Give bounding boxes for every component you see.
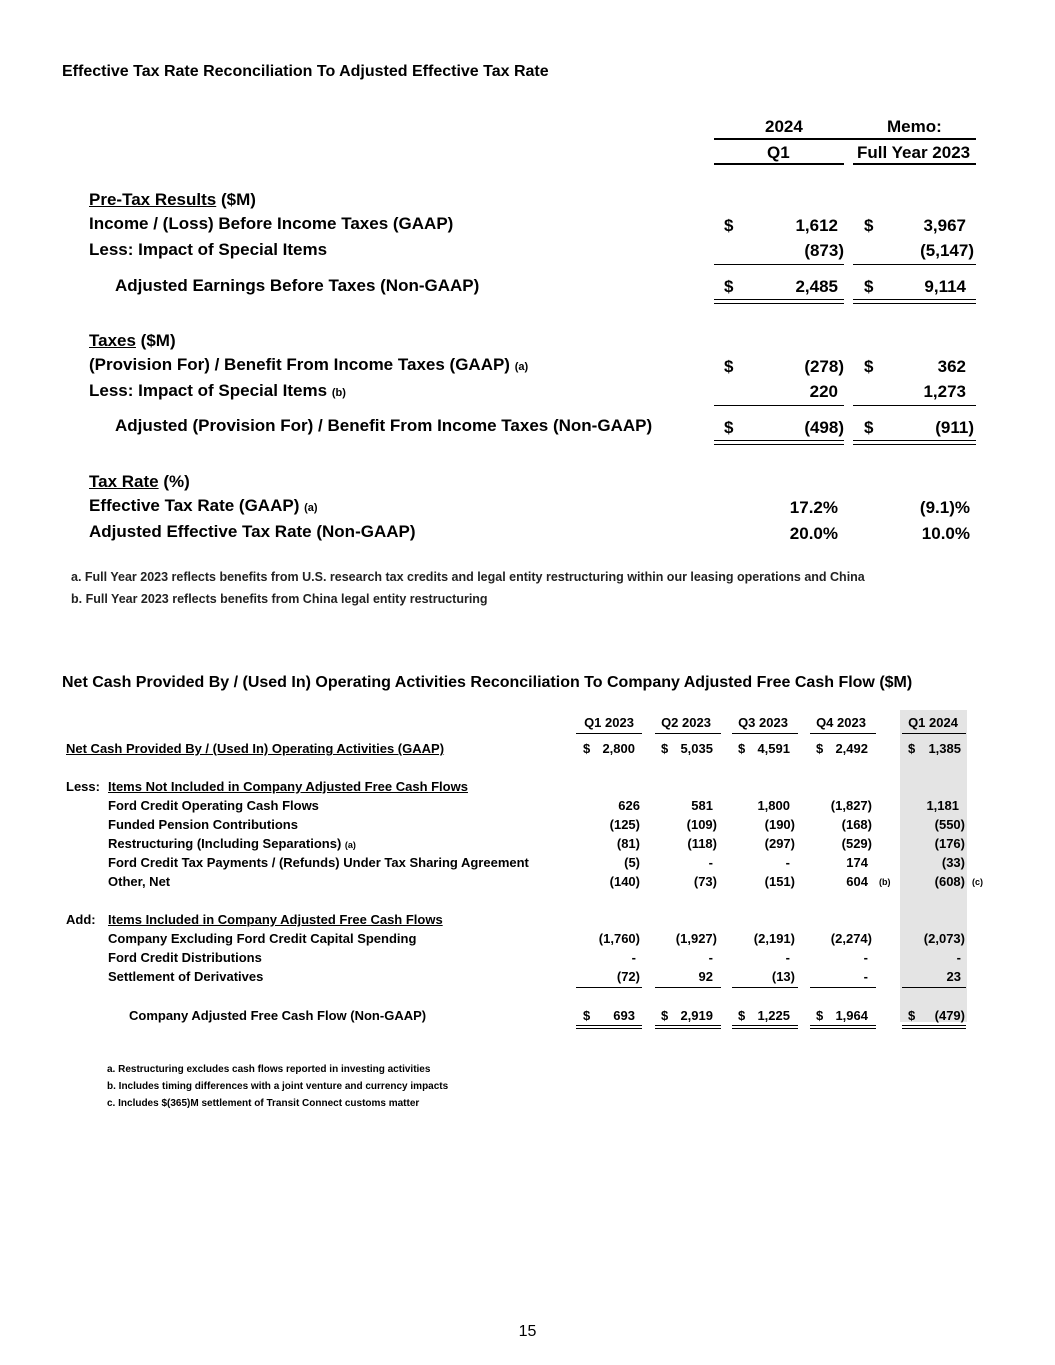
dollar-sign: $ — [724, 357, 734, 376]
pretax-heading: Pre-Tax Results ($M) — [89, 190, 256, 209]
dollar-sign: $ — [583, 1008, 591, 1023]
less-special-tax-label: Less: Impact of Special Items (b) — [89, 381, 346, 400]
total-value: (479) — [934, 1008, 965, 1023]
etr-title: Effective Tax Rate Reconciliation To Adjusted Effective Tax Rate — [62, 63, 549, 80]
add-row-value: - — [785, 950, 790, 965]
fcf-footnote-c: c. Includes $(365)M settlement of Transit Connect customs matter — [107, 1098, 420, 1109]
total-value: 693 — [613, 1008, 635, 1023]
dollar-sign: $ — [724, 418, 734, 437]
etr-header-year: 2024 — [765, 117, 803, 136]
less-row-value: (176) — [934, 836, 965, 851]
less-special-tax-q1: 220 — [809, 382, 838, 401]
less-row-value: - — [785, 855, 790, 870]
rate-heading: Tax Rate (%) — [89, 472, 190, 491]
note-c: (c) — [972, 877, 983, 887]
gaap-label: Net Cash Provided By / (Used In) Operating Activities (GAAP) — [66, 741, 445, 756]
less-heading: Items Not Included in Company Adjusted Free Cash Flows — [108, 779, 468, 794]
col-header: Q2 2023 — [661, 715, 711, 730]
provision-q1: (278) — [804, 357, 844, 376]
gaap-value: 2,800 — [602, 741, 635, 756]
adj-provision-fy: (911) — [935, 418, 974, 437]
dollar-sign: $ — [583, 741, 591, 756]
less-row-value: (168) — [841, 817, 872, 832]
dollar-sign: $ — [908, 1008, 916, 1023]
less-row-value: (125) — [609, 817, 640, 832]
less-row-value: (109) — [686, 817, 717, 832]
adj-etr-q1: 20.0% — [789, 524, 838, 543]
income-q1: 1,612 — [795, 216, 838, 235]
fcf-title: Net Cash Provided By / (Used In) Operating Activities Reconciliation To Company Adjusted Free Cash Flow ($M) — [62, 674, 913, 691]
less-row-label: Ford Credit Tax Payments / (Refunds) Under Tax Sharing Agreement — [108, 855, 529, 870]
less-row-value: - — [708, 855, 713, 870]
less-row-value: (33) — [941, 855, 965, 870]
etr-fy: (9.1)% — [919, 498, 970, 517]
add-row-value: (1,760) — [598, 931, 640, 946]
col-header: Q1 2024 — [908, 715, 958, 730]
less-row-value: 174 — [846, 855, 868, 870]
gaap-value: 5,035 — [680, 741, 713, 756]
dollar-sign: $ — [661, 741, 669, 756]
less-row-value: (190) — [764, 817, 795, 832]
less-row-value: (81) — [616, 836, 640, 851]
etr-header-memo: Memo: — [887, 117, 942, 136]
page-number: 15 — [518, 1323, 537, 1340]
add-row-value: - — [863, 969, 868, 984]
adj-ebt-label: Adjusted Earnings Before Taxes (Non-GAAP) — [115, 276, 480, 295]
dollar-sign: $ — [816, 741, 824, 756]
fcf-footnote-a: a. Restructuring excludes cash flows reported in investing activities — [107, 1064, 431, 1075]
etr-footnote-b: b. Full Year 2023 reflects benefits from China legal entity restructuring — [71, 592, 488, 606]
less-row-value: (151) — [764, 874, 795, 889]
total-label: Company Adjusted Free Cash Flow (Non-GAAP) — [129, 1008, 427, 1023]
less-row-value: (1,827) — [830, 798, 872, 813]
fcf-footnote-b: b. Includes timing differences with a joint venture and currency impacts — [107, 1081, 449, 1092]
add-row-label: Settlement of Derivatives — [108, 969, 264, 984]
total-value: 2,919 — [680, 1008, 713, 1023]
less-special-tax-fy: 1,273 — [923, 382, 966, 401]
dollar-sign: $ — [908, 741, 916, 756]
less-row-value: (297) — [764, 836, 795, 851]
less-row-value: (73) — [693, 874, 717, 889]
less-prefix: Less: — [66, 779, 100, 794]
dollar-sign: $ — [724, 216, 734, 235]
gaap-value: 1,385 — [928, 741, 961, 756]
dollar-sign: $ — [864, 216, 874, 235]
total-value: 1,225 — [757, 1008, 790, 1023]
adj-ebt-q1: 2,485 — [795, 277, 838, 296]
add-row-value: 92 — [698, 969, 713, 984]
etr-footnote-a: a. Full Year 2023 reflects benefits from U.S. research tax credits and legal entity restructuring within our leasing operations and China — [71, 570, 865, 584]
dollar-sign: $ — [661, 1008, 669, 1023]
less-special-label: Less: Impact of Special Items — [89, 240, 328, 259]
etr-header-q1: Q1 — [767, 143, 790, 162]
less-row-value: (5) — [624, 855, 640, 870]
less-row-label: Funded Pension Contributions — [108, 817, 298, 832]
less-row-label: Restructuring (Including Separations) (a) — [108, 836, 356, 851]
adj-ebt-fy: 9,114 — [924, 277, 966, 296]
col-header: Q1 2023 — [584, 715, 634, 730]
taxes-heading: Taxes ($M) — [89, 331, 176, 350]
add-row-value: - — [631, 950, 636, 965]
add-row-value: (13) — [771, 969, 795, 984]
dollar-sign: $ — [738, 1008, 746, 1023]
less-row-value: (550) — [934, 817, 965, 832]
total-value: 1,964 — [835, 1008, 868, 1023]
add-prefix: Add: — [66, 912, 96, 927]
etr-q1: 17.2% — [789, 498, 838, 517]
add-row-value: (1,927) — [675, 931, 717, 946]
add-row-value: - — [863, 950, 868, 965]
add-row-label: Ford Credit Distributions — [108, 950, 262, 965]
add-row-value: (72) — [616, 969, 640, 984]
add-row-label: Company Excluding Ford Credit Capital Spending — [108, 931, 417, 946]
less-row-value: (529) — [841, 836, 872, 851]
dollar-sign: $ — [864, 418, 874, 437]
less-row-label: Other, Net — [108, 874, 171, 889]
dollar-sign: $ — [864, 277, 874, 296]
less-row-label: Ford Credit Operating Cash Flows — [108, 798, 319, 813]
dollar-sign: $ — [816, 1008, 824, 1023]
col-header: Q4 2023 — [816, 715, 866, 730]
income-fy: 3,967 — [923, 216, 966, 235]
less-row-value: 581 — [691, 798, 713, 813]
add-row-value: (2,191) — [753, 931, 795, 946]
add-heading: Items Included in Company Adjusted Free Cash Flows — [108, 912, 443, 927]
less-row-value: (140) — [609, 874, 640, 889]
add-row-value: (2,274) — [830, 931, 872, 946]
less-row-value: 626 — [618, 798, 640, 813]
dollar-sign: $ — [738, 741, 746, 756]
adj-provision-q1: (498) — [804, 418, 844, 437]
add-row-value: - — [708, 950, 713, 965]
less-special-fy: (5,147) — [920, 241, 974, 260]
less-special-q1: (873) — [804, 241, 844, 260]
note-b: (b) — [879, 877, 891, 887]
col-header: Q3 2023 — [738, 715, 788, 730]
add-row-value: - — [956, 950, 961, 965]
add-row-value: 23 — [946, 969, 961, 984]
less-row-value: 604 — [846, 874, 868, 889]
dollar-sign: $ — [864, 357, 874, 376]
provision-label: (Provision For) / Benefit From Income Taxes (GAAP) (a) — [89, 355, 529, 374]
adj-provision-label: Adjusted (Provision For) / Benefit From Income Taxes (Non-GAAP) — [115, 416, 653, 435]
adj-etr-fy: 10.0% — [921, 524, 970, 543]
less-row-value: 1,800 — [757, 798, 790, 813]
gaap-value: 4,591 — [757, 741, 790, 756]
dollar-sign: $ — [724, 277, 734, 296]
gaap-value: 2,492 — [835, 741, 868, 756]
provision-fy: 362 — [937, 357, 966, 376]
etr-label: Effective Tax Rate (GAAP) (a) — [89, 496, 318, 515]
etr-header-full-year: Full Year 2023 — [857, 143, 971, 162]
add-row-value: (2,073) — [923, 931, 965, 946]
less-row-value: (608) — [934, 874, 965, 889]
less-row-value: (118) — [687, 836, 717, 851]
less-row-value: 1,181 — [926, 798, 959, 813]
income-label: Income / (Loss) Before Income Taxes (GAAP) — [89, 214, 454, 233]
adj-etr-label: Adjusted Effective Tax Rate (Non-GAAP) — [89, 522, 416, 541]
